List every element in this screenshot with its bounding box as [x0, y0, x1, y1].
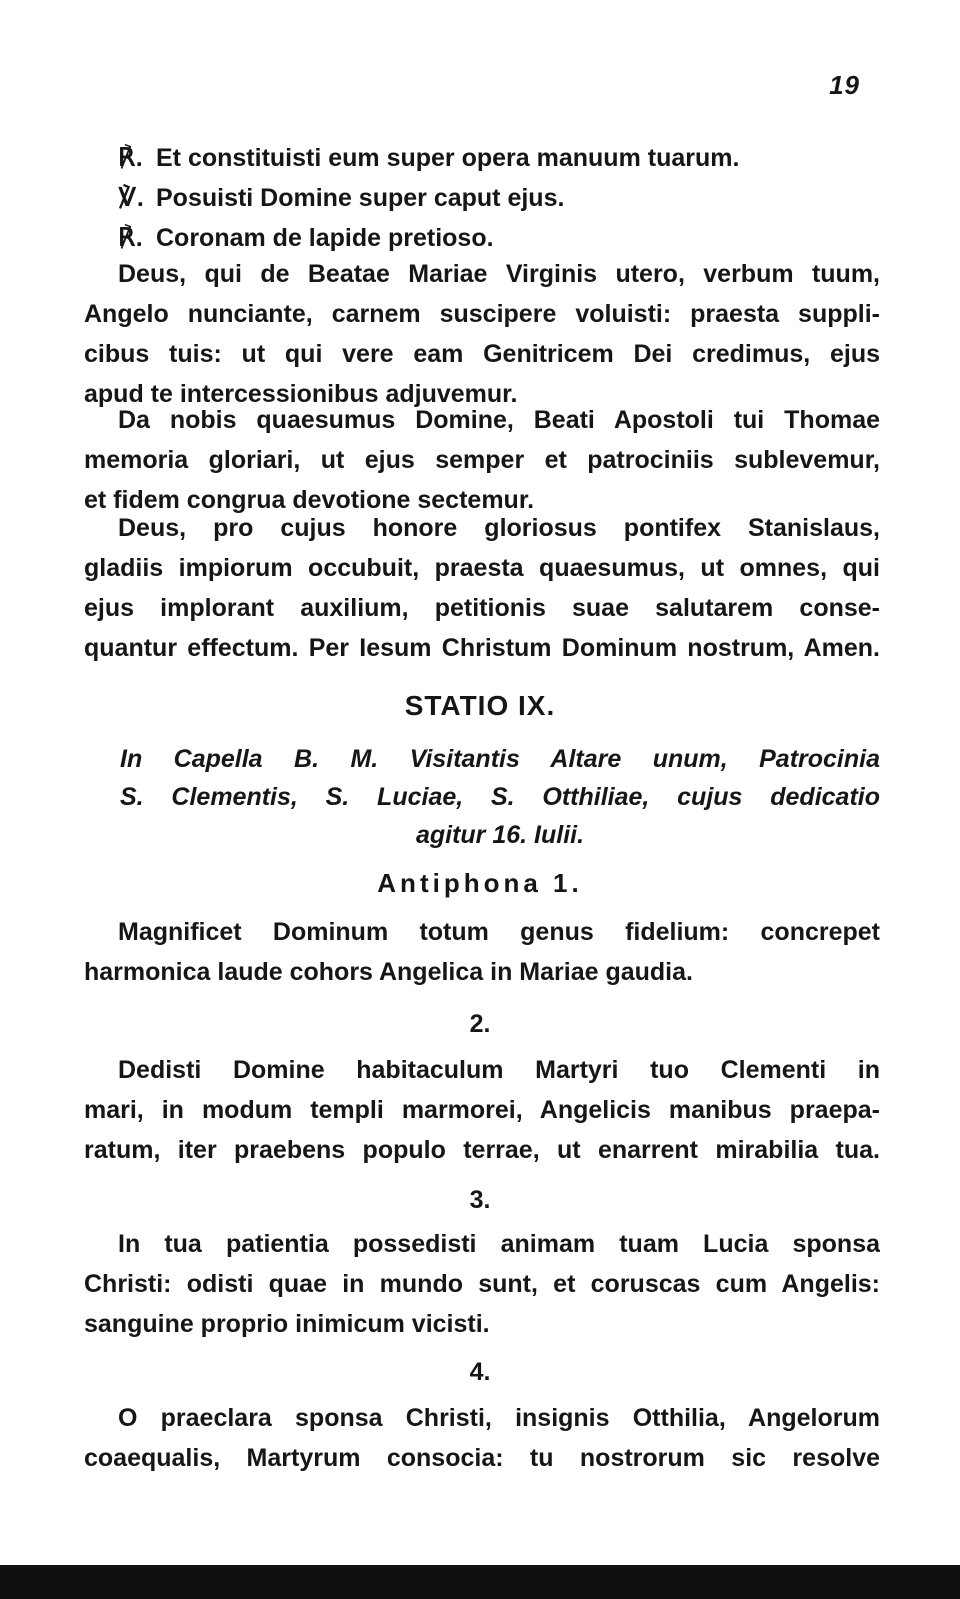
antiphon-number: 4. [469, 1358, 491, 1386]
antiphon-line: Dedisti Domine habitaculum Martyri tuo Clementi in [118, 1056, 880, 1084]
prayer-line: gladiis impiorum occubuit, praesta quaesumus, ut omnes, qui [84, 554, 880, 582]
versicle-text: Posuisti Domine super caput ejus. [156, 184, 565, 212]
antiphon-paragraph [84, 1050, 880, 1170]
antiphon-line: sanguine proprio inimicum vicisti. [84, 1310, 490, 1338]
rubric-line: agitur 16. Iulii. [415, 821, 585, 849]
antiphon-line: O praeclara sponsa Christi, insignis Otthilia, Angelorum [118, 1404, 880, 1432]
page-number: 19 [829, 70, 860, 100]
rubric-line: S. Clementis, S. Luciae, S. Otthiliae, cujus dedicatio [120, 783, 880, 811]
antiphon-line: mari, in modum templi marmorei, Angelicis manibus praepa- [84, 1096, 880, 1124]
station-title: STATIO IX. [404, 690, 556, 721]
prayer-line: memoria gloriari, ut ejus semper et patrociniis sublevemur, [84, 446, 880, 474]
response-text: Et constituisti eum super opera manuum tuarum. [156, 144, 740, 172]
antiphon-line: ratum, iter praebens populo terrae, ut enarrent mirabilia tua. [84, 1136, 880, 1164]
antiphon-paragraph [84, 1224, 880, 1344]
antiphon-paragraph [84, 912, 880, 992]
response-text: Coronam de lapide pretioso. [156, 224, 494, 252]
scan-bottom-border [0, 1565, 960, 1599]
prayer-paragraph [84, 254, 880, 414]
prayer-line: Deus, pro cujus honore gloriosus pontifex Stanislaus, [118, 514, 880, 542]
versicle-line [118, 178, 564, 218]
prayer-line: cibus tuis: ut qui vere eam Genitricem Dei credimus, ejus [84, 340, 880, 368]
prayer-line: Deus, qui de Beatae Mariae Virginis utero, verbum tuum, [118, 260, 880, 288]
prayer-line: Da nobis quaesumus Domine, Beati Apostoli tui Thomae [118, 406, 880, 434]
antiphona-heading: Antiphona 1. [377, 868, 583, 898]
station-rubric [120, 740, 880, 854]
antiphon-line: coaequalis, Martyrum consocia: tu nostrorum sic resolve [84, 1444, 880, 1472]
antiphon-line: harmonica laude cohors Angelica in Mariae gaudia. [84, 958, 693, 986]
antiphon-paragraph [84, 1398, 880, 1478]
rubric-line: In Capella B. M. Visitantis Altare unum, Patrocinia [120, 745, 880, 773]
response-line [118, 138, 739, 178]
prayer-line: et fidem congrua devotione sectemur. [84, 486, 535, 514]
antiphon-number: 3. [469, 1186, 491, 1214]
antiphon-line: Christi: odisti quae in mundo sunt, et coruscas cum Angelis: [84, 1270, 880, 1298]
prayer-paragraph [84, 400, 880, 520]
versicle-symbol: ℣. [118, 184, 144, 212]
prayer-line: apud te intercessionibus adjuvemur. [84, 380, 518, 408]
prayer-line: quantur effectum. Per Iesum Christum Dominum nostrum, Amen. [84, 634, 880, 662]
response-symbol: ℟. [118, 224, 143, 252]
antiphon-line: Magnificet Dominum totum genus fidelium: concrepet [118, 918, 880, 946]
response-symbol: ℟. [118, 144, 143, 172]
prayer-paragraph [84, 508, 880, 668]
prayer-line: ejus implorant auxilium, petitionis suae salutarem conse- [84, 594, 880, 622]
antiphon-number: 2. [469, 1010, 491, 1038]
prayer-line: Angelo nunciante, carnem suscipere voluisti: praesta suppli- [84, 300, 880, 328]
antiphon-line: In tua patientia possedisti animam tuam Lucia sponsa [118, 1230, 880, 1258]
response-line [118, 218, 494, 258]
